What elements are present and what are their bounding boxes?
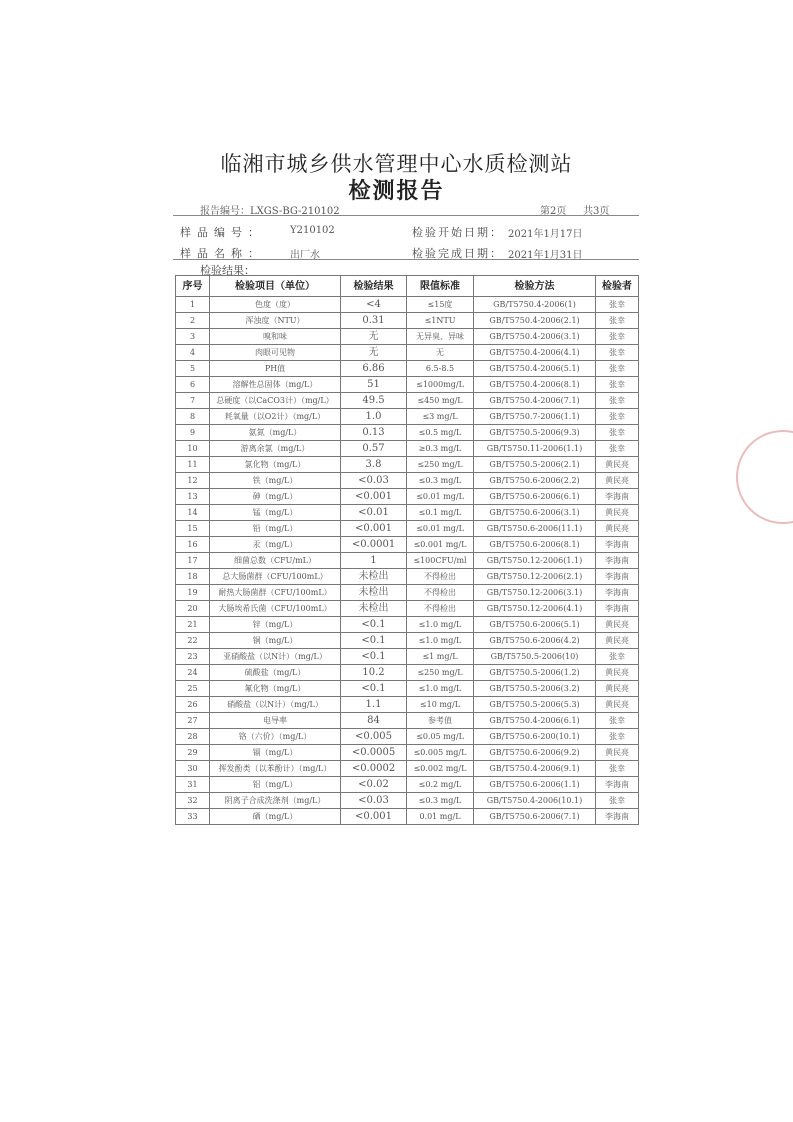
tester-cell: 黄民亮: [596, 681, 639, 697]
limit-standard-cell: ≤0.005 mg/L: [407, 745, 474, 761]
test-item-cell: 硫酸盐（mg/L）: [210, 665, 341, 681]
column-header: 限值标准: [407, 276, 474, 297]
row-number-cell: 20: [176, 601, 210, 617]
test-result-cell: 84: [341, 713, 407, 729]
tester-cell: 黄民亮: [596, 473, 639, 489]
row-number-cell: 19: [176, 585, 210, 601]
row-number-cell: 28: [176, 729, 210, 745]
test-method-cell: GB/T5750.4-2006(9.1): [474, 761, 596, 777]
test-result-cell: <0.01: [341, 505, 407, 521]
test-item-cell: 氯化物（mg/L）: [210, 457, 341, 473]
test-result-cell: 0.57: [341, 441, 407, 457]
test-method-cell: GB/T5750.12-2006(1.1): [474, 553, 596, 569]
test-item-cell: 铅（mg/L）: [210, 521, 341, 537]
test-method-cell: GB/T5750.5-2006(10): [474, 649, 596, 665]
test-item-cell: 氟化物（mg/L）: [210, 681, 341, 697]
row-number-cell: 10: [176, 441, 210, 457]
limit-standard-cell: ≤0.2 mg/L: [407, 777, 474, 793]
test-method-cell: GB/T5750.5-2006(3.2): [474, 681, 596, 697]
section-title: 检验结果：: [200, 264, 255, 277]
limit-standard-cell: 无: [407, 345, 474, 361]
row-number-cell: 16: [176, 537, 210, 553]
limit-standard-cell: ≤1000mg/L: [407, 377, 474, 393]
row-number-cell: 23: [176, 649, 210, 665]
row-number-cell: 30: [176, 761, 210, 777]
test-method-cell: GB/T5750.5-2006(2.1): [474, 457, 596, 473]
test-result-cell: 1.1: [341, 697, 407, 713]
table-row: [176, 793, 639, 809]
tester-cell: 张幸: [596, 649, 639, 665]
table-row: [176, 745, 639, 761]
tester-cell: 黄民亮: [596, 617, 639, 633]
row-number-cell: 27: [176, 713, 210, 729]
table-row: [176, 377, 639, 393]
test-item-cell: 大肠埃希氏菌（CFU/100mL）: [210, 601, 341, 617]
table-row: [176, 457, 639, 473]
row-number-cell: 17: [176, 553, 210, 569]
tester-cell: 张幸: [596, 393, 639, 409]
test-item-cell: 汞（mg/L）: [210, 537, 341, 553]
table-row: [176, 361, 639, 377]
test-result-cell: 无: [341, 329, 407, 345]
limit-standard-cell: ≤3 mg/L: [407, 409, 474, 425]
test-result-cell: 10.2: [341, 665, 407, 681]
test-result-cell: <0.1: [341, 617, 407, 633]
test-method-cell: GB/T5750.5-2006(5.3): [474, 697, 596, 713]
test-result-cell: <0.0005: [341, 745, 407, 761]
column-header: 检验项目（单位）: [210, 276, 341, 297]
report-title: 检测报告: [348, 179, 445, 204]
test-result-cell: 未检出: [341, 569, 407, 585]
row-number-cell: 31: [176, 777, 210, 793]
test-result-cell: 无: [341, 345, 407, 361]
limit-standard-cell: ≤15度: [407, 297, 474, 313]
tester-cell: 张幸: [596, 793, 639, 809]
test-method-cell: GB/T5750.6-2006(9.2): [474, 745, 596, 761]
table-row: [176, 809, 639, 825]
row-number-cell: 7: [176, 393, 210, 409]
tester-cell: 黄民亮: [596, 633, 639, 649]
limit-standard-cell: ≤0.3 mg/L: [407, 793, 474, 809]
test-item-cell: 游离余氯（mg/L）: [210, 441, 341, 457]
test-result-cell: <0.03: [341, 473, 407, 489]
test-item-cell: 镉（mg/L）: [210, 745, 341, 761]
total-pages: 共3页: [583, 206, 610, 217]
tester-cell: 张幸: [596, 313, 639, 329]
limit-standard-cell: ≤0.3 mg/L: [407, 473, 474, 489]
table-row: [176, 473, 639, 489]
table-row: [176, 777, 639, 793]
row-number-cell: 26: [176, 697, 210, 713]
end-date-value: 2021年1月31日: [508, 250, 583, 261]
test-item-cell: 挥发酚类（以苯酚计）（mg/L）: [210, 761, 341, 777]
limit-standard-cell: ≤10 mg/L: [407, 697, 474, 713]
tester-cell: 黄民亮: [596, 745, 639, 761]
table-row: [176, 633, 639, 649]
test-method-cell: GB/T5750.4-2006(8.1): [474, 377, 596, 393]
table-row: [176, 393, 639, 409]
test-item-cell: 色度（度）: [210, 297, 341, 313]
tester-cell: 张幸: [596, 713, 639, 729]
row-number-cell: 14: [176, 505, 210, 521]
column-header: 检验者: [596, 276, 639, 297]
organization-name: 临湘市城乡供水管理中心水质检测站: [220, 152, 573, 176]
limit-standard-cell: ≤0.01 mg/L: [407, 521, 474, 537]
test-method-cell: GB/T5750.6-2006(4.2): [474, 633, 596, 649]
test-result-cell: <0.0002: [341, 761, 407, 777]
test-method-cell: GB/T5750.12-2006(3.1): [474, 585, 596, 601]
test-method-cell: GB/T5750.6-2006(7.1): [474, 809, 596, 825]
limit-standard-cell: ≤1 mg/L: [407, 649, 474, 665]
table-row: [176, 569, 639, 585]
tester-cell: 张幸: [596, 297, 639, 313]
tester-cell: 李海南: [596, 777, 639, 793]
tester-cell: 张幸: [596, 441, 639, 457]
tester-cell: 李海南: [596, 569, 639, 585]
table-row: [176, 521, 639, 537]
tester-cell: 张幸: [596, 409, 639, 425]
test-item-cell: 亚硝酸盐（以N计）（mg/L）: [210, 649, 341, 665]
test-item-cell: 耗氧量（以O2计）（mg/L）: [210, 409, 341, 425]
tester-cell: 李海南: [596, 809, 639, 825]
tester-cell: 张幸: [596, 377, 639, 393]
test-item-cell: 嗅和味: [210, 329, 341, 345]
limit-standard-cell: ≤0.002 mg/L: [407, 761, 474, 777]
tester-cell: 张幸: [596, 345, 639, 361]
test-method-cell: GB/T5750.6-2006(2.2): [474, 473, 596, 489]
row-number-cell: 22: [176, 633, 210, 649]
table-body: [176, 297, 639, 825]
table-row: [176, 537, 639, 553]
row-number-cell: 8: [176, 409, 210, 425]
test-item-cell: 耐热大肠菌群（CFU/100mL）: [210, 585, 341, 601]
limit-standard-cell: ≤0.5 mg/L: [407, 425, 474, 441]
limit-standard-cell: ≥0.3 mg/L: [407, 441, 474, 457]
test-result-cell: <0.005: [341, 729, 407, 745]
limit-standard-cell: ≤100CFU/ml: [407, 553, 474, 569]
test-item-cell: 铁（mg/L）: [210, 473, 341, 489]
test-method-cell: GB/T5750.6-2006(11.1): [474, 521, 596, 537]
limit-standard-cell: ≤0.05 mg/L: [407, 729, 474, 745]
test-method-cell: GB/T5750.6-2006(6.1): [474, 489, 596, 505]
row-number-cell: 15: [176, 521, 210, 537]
test-result-cell: <0.03: [341, 793, 407, 809]
column-header: 检验结果: [341, 276, 407, 297]
test-result-cell: <0.1: [341, 681, 407, 697]
table-row: [176, 729, 639, 745]
row-number-cell: 32: [176, 793, 210, 809]
table-header-row: [176, 276, 639, 297]
test-method-cell: GB/T5750.4-2006(6.1): [474, 713, 596, 729]
test-result-cell: 1.0: [341, 409, 407, 425]
tester-cell: 黄民亮: [596, 697, 639, 713]
test-result-cell: 0.31: [341, 313, 407, 329]
limit-standard-cell: ≤0.01 mg/L: [407, 489, 474, 505]
page-number: 第2页: [540, 206, 567, 217]
limit-standard-cell: ≤1.0 mg/L: [407, 617, 474, 633]
row-number-cell: 25: [176, 681, 210, 697]
test-method-cell: GB/T5750.11-2006(1.1): [474, 441, 596, 457]
table-row: [176, 713, 639, 729]
limit-standard-cell: ≤0.1 mg/L: [407, 505, 474, 521]
sample-name-value: 出厂水: [290, 250, 320, 261]
test-result-cell: <0.1: [341, 633, 407, 649]
test-method-cell: GB/T5750.7-2006(1.1): [474, 409, 596, 425]
header-rule: [173, 215, 639, 216]
test-method-cell: GB/T5750.5-2006(1.2): [474, 665, 596, 681]
test-item-cell: 总硬度（以CaCO3计）（mg/L）: [210, 393, 341, 409]
table-row: [176, 441, 639, 457]
row-number-cell: 6: [176, 377, 210, 393]
table-row: [176, 409, 639, 425]
test-result-cell: 6.86: [341, 361, 407, 377]
column-header: 序号: [176, 276, 210, 297]
row-number-cell: 13: [176, 489, 210, 505]
test-result-cell: 未检出: [341, 585, 407, 601]
test-item-cell: 阴离子合成洗涤剂（mg/L）: [210, 793, 341, 809]
limit-standard-cell: 不得检出: [407, 601, 474, 617]
table-row: [176, 425, 639, 441]
row-number-cell: 29: [176, 745, 210, 761]
row-number-cell: 3: [176, 329, 210, 345]
test-result-cell: 3.8: [341, 457, 407, 473]
table-row: [176, 345, 639, 361]
limit-standard-cell: 无异臭、异味: [407, 329, 474, 345]
test-method-cell: GB/T5750.6-2006(8.1): [474, 537, 596, 553]
table-row: [176, 505, 639, 521]
test-method-cell: GB/T5750.4-2006(3.1): [474, 329, 596, 345]
tester-cell: 张幸: [596, 425, 639, 441]
row-number-cell: 1: [176, 297, 210, 313]
limit-standard-cell: 0.01 mg/L: [407, 809, 474, 825]
test-method-cell: GB/T5750.6-2006(5.1): [474, 617, 596, 633]
test-result-cell: <0.1: [341, 649, 407, 665]
test-result-cell: <0.001: [341, 489, 407, 505]
test-item-cell: 肉眼可见物: [210, 345, 341, 361]
table-row: [176, 553, 639, 569]
test-result-cell: <0.02: [341, 777, 407, 793]
test-item-cell: 电导率: [210, 713, 341, 729]
row-number-cell: 24: [176, 665, 210, 681]
test-result-cell: 0.13: [341, 425, 407, 441]
limit-standard-cell: ≤450 mg/L: [407, 393, 474, 409]
table-row: [176, 329, 639, 345]
table-row: [176, 617, 639, 633]
tester-cell: 黄民亮: [596, 521, 639, 537]
tester-cell: 黄民亮: [596, 457, 639, 473]
test-item-cell: 铜（mg/L）: [210, 633, 341, 649]
tester-cell: 张幸: [596, 361, 639, 377]
row-number-cell: 2: [176, 313, 210, 329]
test-item-cell: 铬（六价）（mg/L）: [210, 729, 341, 745]
tester-cell: 李海南: [596, 553, 639, 569]
table-row: [176, 681, 639, 697]
row-number-cell: 18: [176, 569, 210, 585]
row-number-cell: 21: [176, 617, 210, 633]
limit-standard-cell: 不得检出: [407, 569, 474, 585]
tester-cell: 李海南: [596, 537, 639, 553]
limit-standard-cell: ≤1.0 mg/L: [407, 633, 474, 649]
test-method-cell: GB/T5750.6-200(10.1): [474, 729, 596, 745]
row-number-cell: 5: [176, 361, 210, 377]
test-item-cell: 溶解性总固体（mg/L）: [210, 377, 341, 393]
limit-standard-cell: ≤250 mg/L: [407, 457, 474, 473]
table-row: [176, 697, 639, 713]
test-item-cell: 总大肠菌群（CFU/100mL）: [210, 569, 341, 585]
sample-name-label: 样品名称：: [180, 247, 265, 260]
info-rule: [173, 259, 639, 260]
tester-cell: 张幸: [596, 729, 639, 745]
test-result-cell: 1: [341, 553, 407, 569]
tester-cell: 李海南: [596, 489, 639, 505]
test-item-cell: 铝（mg/L）: [210, 777, 341, 793]
test-result-cell: <0.001: [341, 521, 407, 537]
test-method-cell: GB/T5750.6-2006(3.1): [474, 505, 596, 521]
table-row: [176, 585, 639, 601]
table-row: [176, 489, 639, 505]
test-method-cell: GB/T5750.4-2006(10.1): [474, 793, 596, 809]
sample-no-value: Y210102: [290, 225, 335, 236]
test-item-cell: 浑浊度（NTU）: [210, 313, 341, 329]
row-number-cell: 12: [176, 473, 210, 489]
start-date-label: 检验开始日期：: [412, 226, 503, 239]
table-row: [176, 649, 639, 665]
start-date-value: 2021年1月17日: [508, 229, 583, 240]
tester-cell: 黄民亮: [596, 505, 639, 521]
test-result-cell: 51: [341, 377, 407, 393]
end-date-label: 检验完成日期：: [412, 247, 503, 260]
limit-standard-cell: ≤1NTU: [407, 313, 474, 329]
table-row: [176, 313, 639, 329]
test-item-cell: 锰（mg/L）: [210, 505, 341, 521]
table-row: [176, 297, 639, 313]
tester-cell: 张幸: [596, 761, 639, 777]
limit-standard-cell: 6.5-8.5: [407, 361, 474, 377]
test-item-cell: 细菌总数（CFU/mL）: [210, 553, 341, 569]
tester-cell: 张幸: [596, 329, 639, 345]
test-method-cell: GB/T5750.4-2006(4.1): [474, 345, 596, 361]
test-method-cell: GB/T5750.5-2006(9.3): [474, 425, 596, 441]
test-method-cell: GB/T5750.12-2006(2.1): [474, 569, 596, 585]
test-item-cell: 硝酸盐（以N计）（mg/L）: [210, 697, 341, 713]
row-number-cell: 11: [176, 457, 210, 473]
row-number-cell: 33: [176, 809, 210, 825]
test-item-cell: 砷（mg/L）: [210, 489, 341, 505]
table-row: [176, 665, 639, 681]
column-header: 检验方法: [474, 276, 596, 297]
test-result-cell: 未检出: [341, 601, 407, 617]
test-item-cell: 锌（mg/L）: [210, 617, 341, 633]
row-number-cell: 4: [176, 345, 210, 361]
test-method-cell: GB/T5750.4-2006(5.1): [474, 361, 596, 377]
test-method-cell: GB/T5750.12-2006(4.1): [474, 601, 596, 617]
test-result-cell: <0.001: [341, 809, 407, 825]
table-row: [176, 761, 639, 777]
limit-standard-cell: 参考值: [407, 713, 474, 729]
test-method-cell: GB/T5750.4-2006(7.1): [474, 393, 596, 409]
report-number: 报告编号：LXGS-BG-210102: [200, 206, 340, 217]
sample-no-label: 样品编号：: [180, 226, 265, 239]
limit-standard-cell: ≤0.001 mg/L: [407, 537, 474, 553]
test-result-cell: <4: [341, 297, 407, 313]
table-row: [176, 601, 639, 617]
test-method-cell: GB/T5750.4-2006(2.1): [474, 313, 596, 329]
test-item-cell: 氨氮（mg/L）: [210, 425, 341, 441]
tester-cell: 李海南: [596, 585, 639, 601]
test-method-cell: GB/T5750.4-2006(1): [474, 297, 596, 313]
seal-stamp: [736, 430, 793, 524]
test-item-cell: PH值: [210, 361, 341, 377]
limit-standard-cell: ≤1.0 mg/L: [407, 681, 474, 697]
row-number-cell: 9: [176, 425, 210, 441]
test-result-cell: 49.5: [341, 393, 407, 409]
test-method-cell: GB/T5750.6-2006(1.1): [474, 777, 596, 793]
test-item-cell: 硒（mg/L）: [210, 809, 341, 825]
limit-standard-cell: 不得检出: [407, 585, 474, 601]
results-table: [175, 275, 639, 825]
test-result-cell: <0.0001: [341, 537, 407, 553]
tester-cell: 李海南: [596, 601, 639, 617]
tester-cell: 黄民亮: [596, 665, 639, 681]
limit-standard-cell: ≤250 mg/L: [407, 665, 474, 681]
